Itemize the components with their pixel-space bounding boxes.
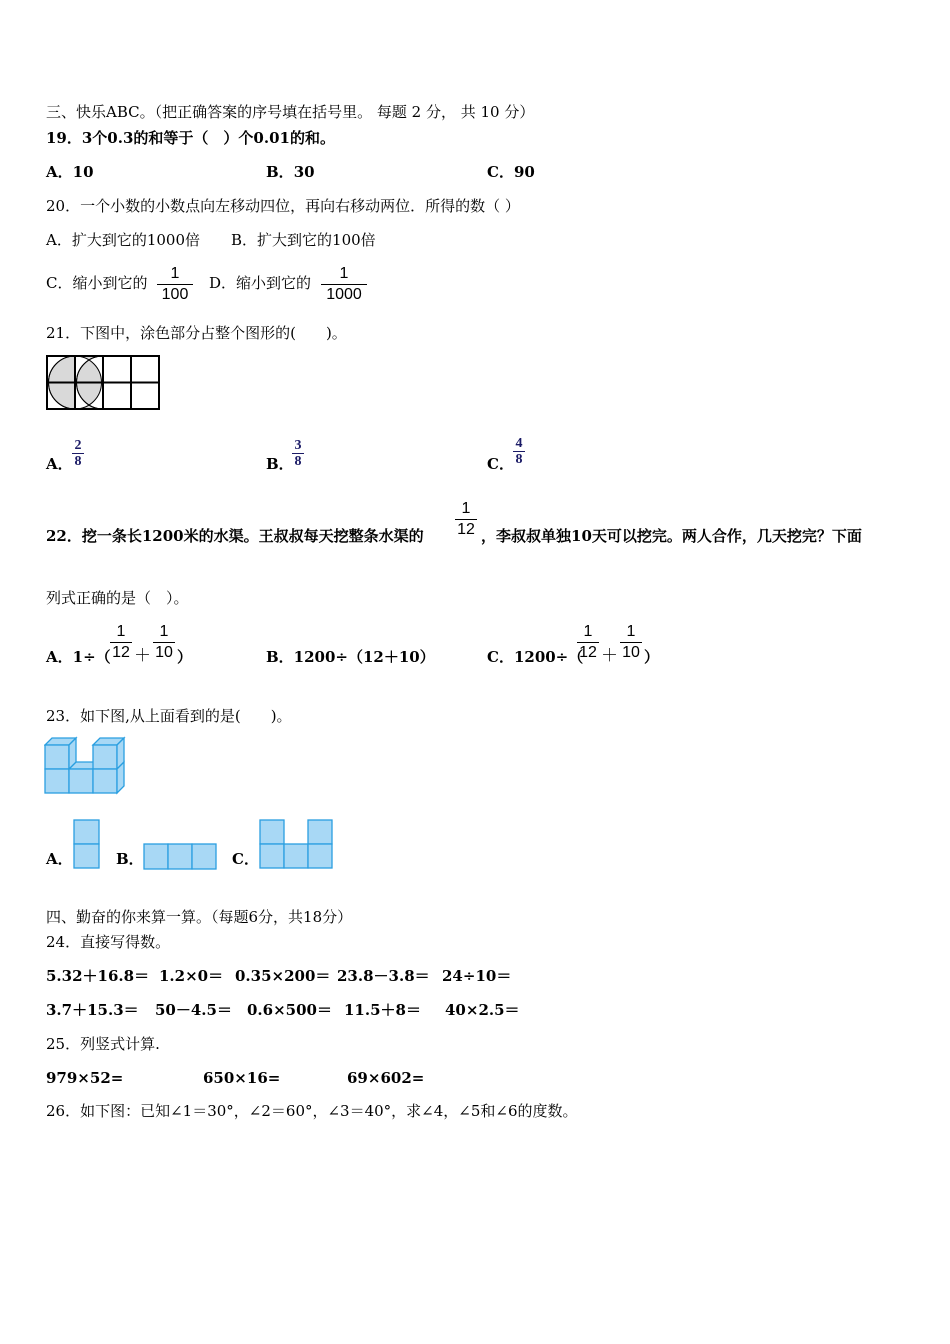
q22-option-a-fraction-2: 1 10 — [153, 623, 175, 662]
q23-option-b-label: B． — [116, 850, 144, 868]
q24-row1-item-5: 24÷10＝ — [442, 967, 512, 985]
q25-item-1: 979×52= — [46, 1069, 124, 1087]
q20-option-d-fraction: 1 1000 — [321, 265, 367, 304]
q24-row1-item-2: 1.2×0＝ — [159, 967, 224, 985]
q21-option-b-label: B． — [266, 455, 294, 473]
q21-option-a-fraction: 2 8 — [72, 438, 84, 469]
q21-option-c-label: C． — [487, 455, 514, 473]
q24-row2-item-1: 3.7＋15.3＝ — [46, 1001, 139, 1019]
q24-row1-item-3: 0.35×200＝ — [235, 967, 331, 985]
q25-text: 25．列竖式计算. — [46, 1035, 160, 1053]
q21-text: 21．下图中，涂色部分占整个图形的( )。 — [46, 324, 347, 342]
q21-option-b-fraction: 3 8 — [292, 438, 304, 469]
q22-option-c-plus: ＋ — [601, 646, 618, 666]
q26-text: 26．如下图：已知∠1＝30°，∠2＝60°，∠3＝40°，求∠4，∠5和∠6的度数。 — [46, 1102, 578, 1120]
q25-item-2: 650×16= — [203, 1069, 281, 1087]
q22-text-before: 22．挖一条长1200米的水渠。王叔叔每天挖整条水渠的 — [46, 527, 424, 545]
q20-option-c-label: C．缩小到它的 — [46, 274, 148, 292]
q24-row1-item-4: 23.8－3.8＝ — [337, 967, 430, 985]
q24-text: 24．直接写得数。 — [46, 933, 171, 951]
q22-option-b: B．1200÷（12＋10） — [266, 648, 435, 666]
q22-option-a-label: A．1÷（ — [46, 648, 111, 666]
q24-row2-item-5: 40×2.5＝ — [445, 1001, 520, 1019]
section4-title: 四、勤奋的你来算一算。（每题6分，共18分） — [46, 908, 353, 926]
q22-option-c-fraction-1: 1 12 — [577, 623, 599, 662]
q20-text: 20．一个小数的小数点向左移动四位，再向右移动两位．所得的数（ ） — [46, 197, 520, 215]
q19-option-a: A．10 — [46, 163, 94, 181]
q23-option-c-label: C． — [232, 850, 259, 868]
q22-option-a-plus: ＋ — [134, 646, 151, 666]
q22-option-a-close: ） — [177, 648, 193, 666]
q24-row1-item-1: 5.32＋16.8＝ — [46, 967, 150, 985]
q23-option-b-figure — [143, 843, 218, 871]
q22-text-after: ，李叔叔单独10天可以挖完。两人合作，几天挖完？下面 — [481, 527, 862, 545]
q23-cube-figure — [44, 736, 128, 796]
q20-option-d-label: D．缩小到它的 — [209, 274, 312, 292]
q24-row2-item-3: 0.6×500＝ — [247, 1001, 332, 1019]
q23-option-c-figure — [259, 819, 335, 871]
q24-row2-item-2: 50－4.5＝ — [155, 1001, 232, 1019]
q19-option-b: B．30 — [266, 163, 315, 181]
q20-option-a: A．扩大到它的1000倍 — [46, 231, 201, 249]
q22-fraction: 1 12 — [455, 500, 477, 539]
q21-option-a-label: A． — [46, 455, 73, 473]
q22-option-c-label: C．1200÷（ — [487, 648, 584, 666]
section3-title: 三、快乐ABC。（把正确答案的序号填在括号里。 每题 2 分， 共 10 分） — [46, 103, 535, 121]
q24-row2-item-4: 11.5＋8＝ — [344, 1001, 421, 1019]
q23-text: 23．如下图,从上面看到的是( )。 — [46, 707, 292, 725]
q22-option-a-fraction-1: 1 12 — [110, 623, 132, 662]
q19-option-c: C．90 — [487, 163, 535, 181]
q19-text: 19．3个0.3的和等于（ ）个0.01的和。 — [46, 129, 335, 147]
q22-option-c-close: ） — [644, 648, 660, 666]
q23-option-a-figure — [73, 819, 101, 871]
q23-option-a-label: A． — [46, 850, 73, 868]
q22-line2: 列式正确的是（ ）。 — [46, 589, 189, 607]
q22-option-c-fraction-2: 1 10 — [620, 623, 642, 662]
q21-shaded-figure — [45, 354, 161, 412]
q20-option-b: B．扩大到它的100倍 — [231, 231, 376, 249]
q21-option-c-fraction: 4 8 — [513, 436, 525, 467]
q25-item-3: 69×602= — [347, 1069, 425, 1087]
q20-option-c-fraction: 1 100 — [157, 265, 193, 304]
